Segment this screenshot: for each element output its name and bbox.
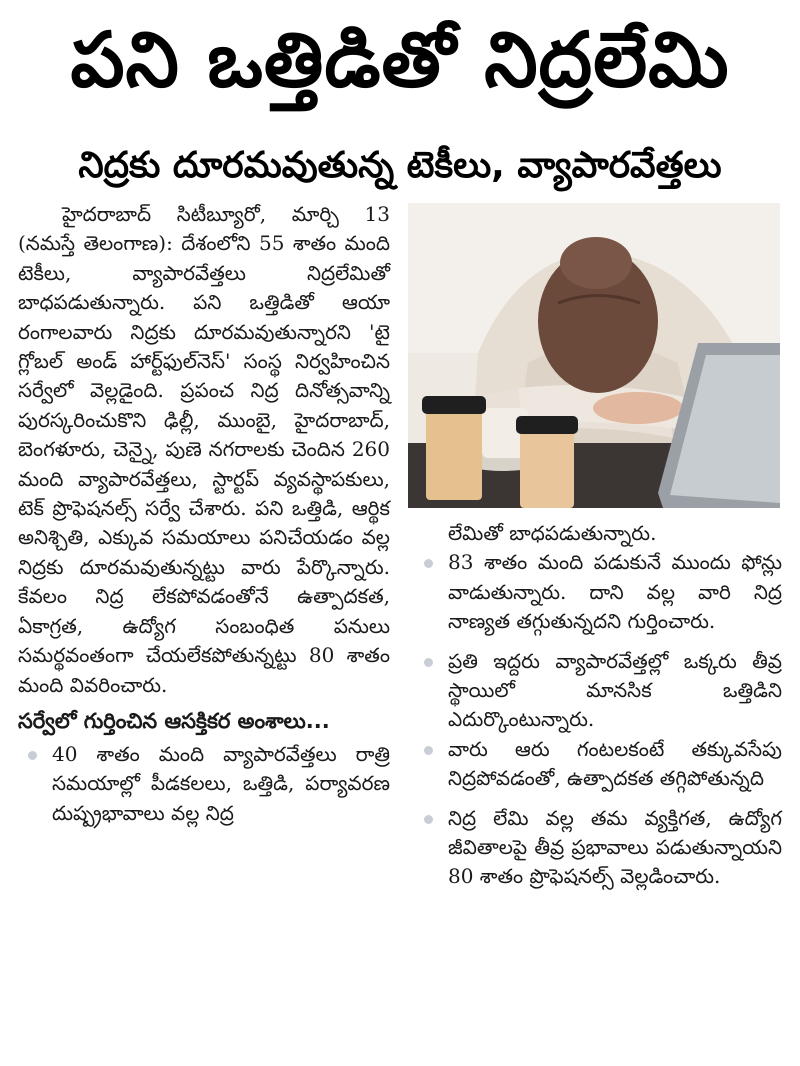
bullet-text: నిద్ర లేమి వల్ల తమ వ్యక్తిగత, ఉద్యోగ జీవితాలపై తీవ్ర ప్రభావాలు పడుతున్నాయని 80 శాతం ప్రొఫెషనల్స్ వెల్లడించారు. (448, 805, 782, 889)
section-heading: సర్వేలో గుర్తించిన ఆసక్తికర అంశాలు... (18, 708, 330, 733)
lead-paragraph: హైదరాబాద్ సిటీబ్యూరో, మార్చి 13 (నమస్తే తెలంగాణ): దేశంలోని 55 శాతం మంది టెకీలు, వ్యాపారవేత్తలు నిద్రలేమితో బాధపడుతున్నారు. పని ఒత్తిడితో ఆయా రంగాలవారు నిద్రకు దూరమవుతున్నారని 'టై గ్లోబల్ అండ్ హార్ట్‌ఫుల్‌నెస్' సంస్థ నిర్వహించిన సర్వేలో వెల్లడైంది. ప్రపంచ నిద్ర దినోత్సవాన్ని పురస్కరించుకొని ఢిల్లీ, ముంబై, హైదరాబాద్, బెంగళూరు, చెన్నై, పుణె నగరాలకు చెందిన 260 మంది వ్యాపారవేత్తలు, స్టార్టప్ వ్యవస్థాపకులు, టెక్ ప్రొఫెషనల్స్ సర్వే చేశారు. పని ఒత్తిడి, ఆర్థిక అనిశ్చితి, ఎక్కువ సమయాలు పనిచేయడం వల్ల నిద్రకు దూరమవుతున్నట్టు వారు పేర్కొన్నారు. కేవలం నిద్ర లేకపోవడంతోనే ఉత్పాదకత, ఏకాగ్రత, ఉద్యోగ సంబంధిత పనులు సమర్థవంతంగా చేయలేకపోతున్నట్టు 80 శాతం మంది వివరించారు. (18, 202, 390, 697)
article-photo (408, 203, 780, 508)
bullet-continuation: లేమితో బాధపడుతున్నారు. (448, 521, 657, 545)
bullet-icon (424, 746, 433, 755)
headline: పని ఒత్తిడితో నిద్రలేమి (70, 15, 730, 104)
list-item (414, 647, 782, 735)
article-column-left (18, 200, 390, 828)
bullet-list-left (18, 740, 390, 828)
subheadline: నిద్రకు దూరమవుతున్న టెకీలు, వ్యాపారవేత్తలు (78, 145, 722, 186)
bullet-text: వారు ఆరు గంటలకంటే తక్కువసేపు నిద్రపోవడంతో, ఉత్పాదకత తగ్గిపోతున్నది (448, 736, 782, 791)
tired-person-illustration (408, 203, 780, 508)
list-item (414, 735, 782, 794)
bullet-icon (424, 559, 433, 568)
bullet-text: 83 శాతం మంది పడుకునే ముందు ఫోన్లు వాడుతున్నారు. దాని వల్ల వారి నిద్ర నాణ్యత తగ్గుతున్నదని గుర్తించారు. (448, 550, 782, 634)
bullet-text: 40 శాతం మంది వ్యాపారవేత్తలు రాత్రి సమయాల్లో పీడకలలు, ఒత్తిడి, పర్యావరణ దుష్ప్రభావాలు వల్ల నిద్ర (52, 741, 390, 825)
list-item (18, 740, 390, 828)
list-item (414, 804, 782, 892)
bullet-list-right (414, 548, 782, 891)
bullet-icon (424, 658, 433, 667)
article-column-right (414, 519, 782, 892)
bullet-icon (28, 751, 37, 760)
list-item (414, 548, 782, 636)
bullet-text: ప్రతి ఇద్దరు వ్యాపారవేత్తల్లో ఒక్కరు తీవ్ర స్థాయిలో మానసిక ఒత్తిడిని ఎదుర్కొంటున్నారు. (448, 648, 782, 732)
bullet-icon (424, 815, 433, 824)
